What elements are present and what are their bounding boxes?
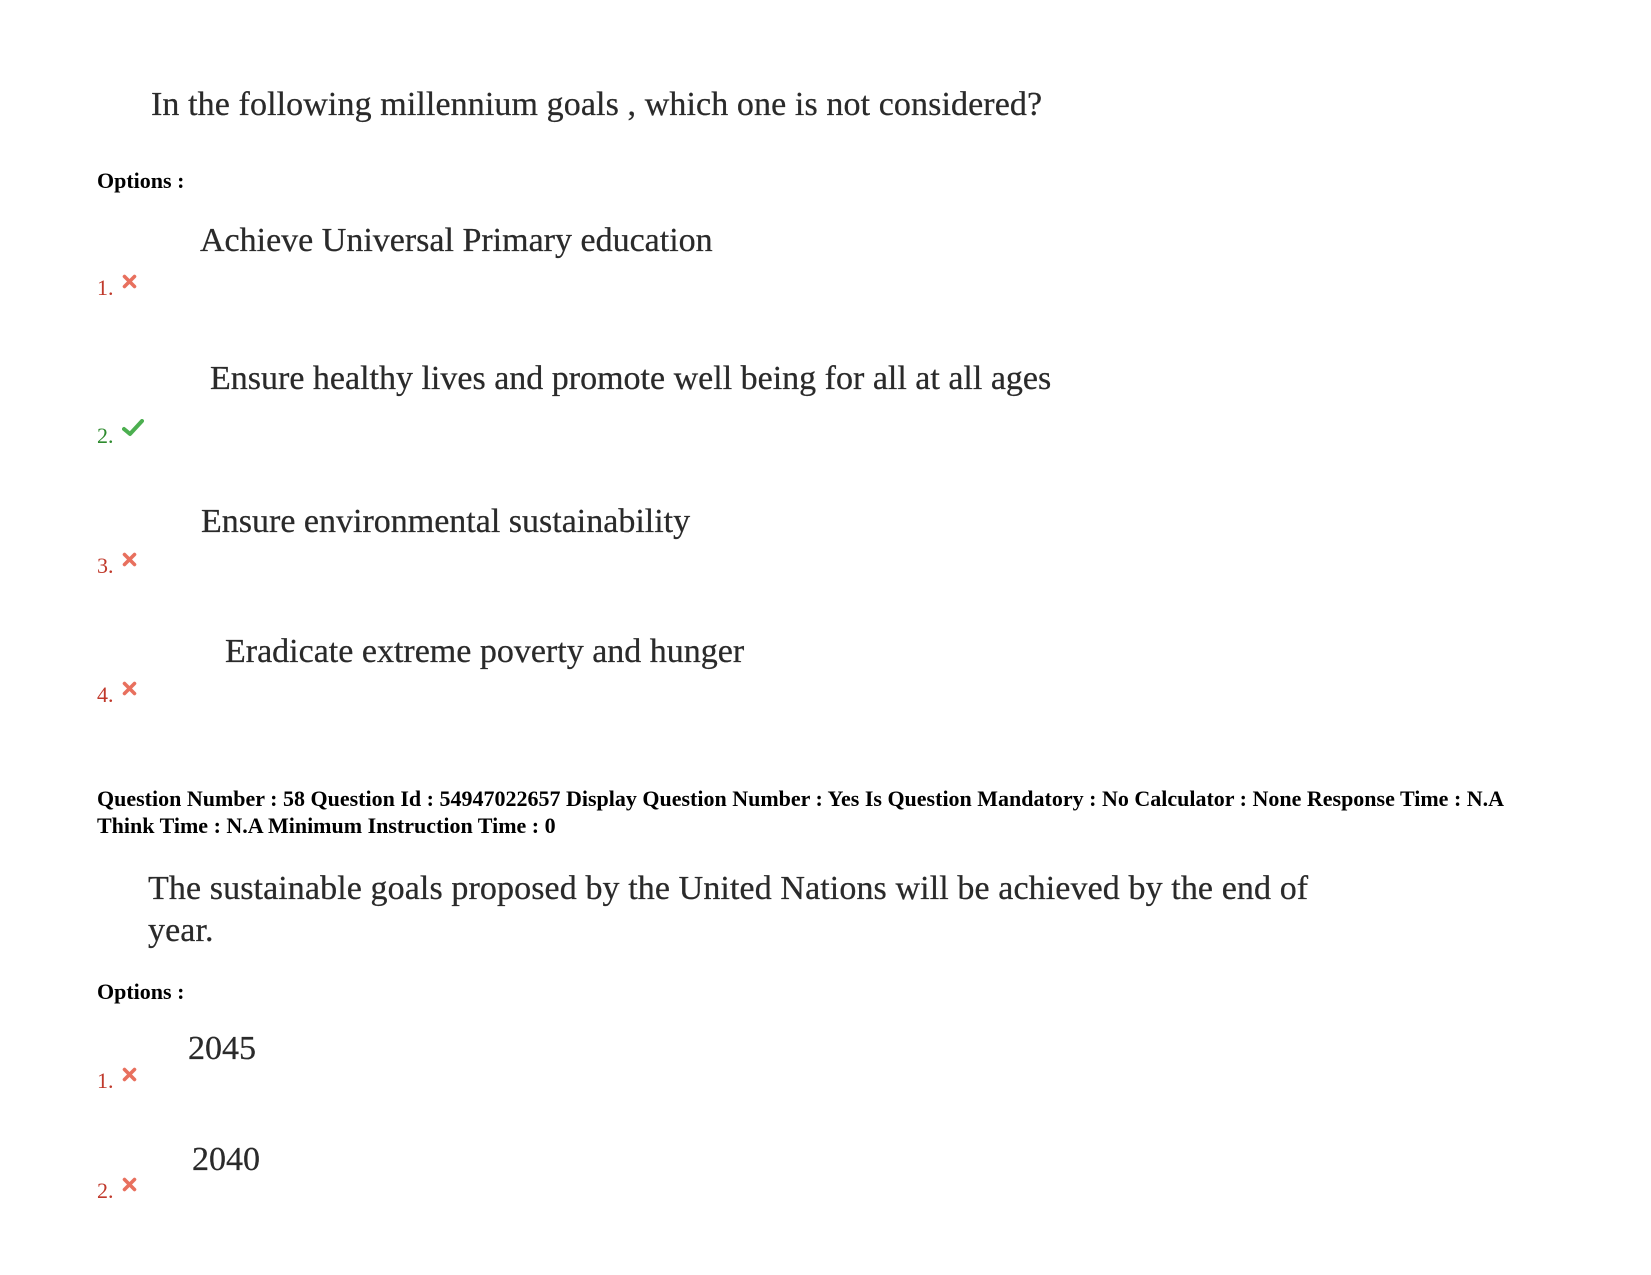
cross-icon (122, 269, 137, 295)
option-number: 1. (97, 1068, 114, 1093)
check-icon (122, 417, 144, 443)
option-text: 2045 (188, 1030, 256, 1067)
option-text: 2040 (192, 1141, 260, 1178)
question-text: In the following millennium goals , which one is not considered? (151, 86, 1043, 123)
option-marker (97, 682, 137, 708)
option-number: 1. (97, 275, 114, 300)
option-marker (97, 1178, 137, 1204)
option-marker (97, 553, 137, 579)
option-number: 4. (97, 682, 114, 707)
options-label: Options : (97, 168, 185, 193)
question-text-line: The sustainable goals proposed by the United Nations will be achieved by the end of (148, 870, 1309, 907)
question-text (148, 868, 1308, 952)
question-text-line: year. (148, 912, 214, 949)
cross-icon (122, 1062, 137, 1088)
option-number: 3. (97, 553, 114, 578)
option-text: Achieve Universal Primary education (200, 222, 713, 259)
cross-icon (122, 547, 137, 573)
option-marker (97, 1068, 137, 1094)
option-number: 2. (97, 423, 114, 448)
cross-icon (122, 676, 137, 702)
option-text: Ensure healthy lives and promote well being for all at all ages (210, 360, 1052, 397)
cross-icon (122, 1172, 137, 1198)
option-number: 2. (97, 1178, 114, 1203)
options-label: Options : (97, 979, 185, 1004)
question-meta: Question Number : 58 Question Id : 54947022657 Display Question Number : Yes Is Question Mandatory : No Calculator : None Response Time : N.A Think Time : N.A Minimum Instruction Time : 0 (97, 786, 1503, 838)
option-text: Ensure environmental sustainability (201, 503, 691, 540)
option-marker (97, 275, 137, 301)
option-marker (97, 423, 144, 449)
option-text: Eradicate extreme poverty and hunger (225, 633, 745, 670)
